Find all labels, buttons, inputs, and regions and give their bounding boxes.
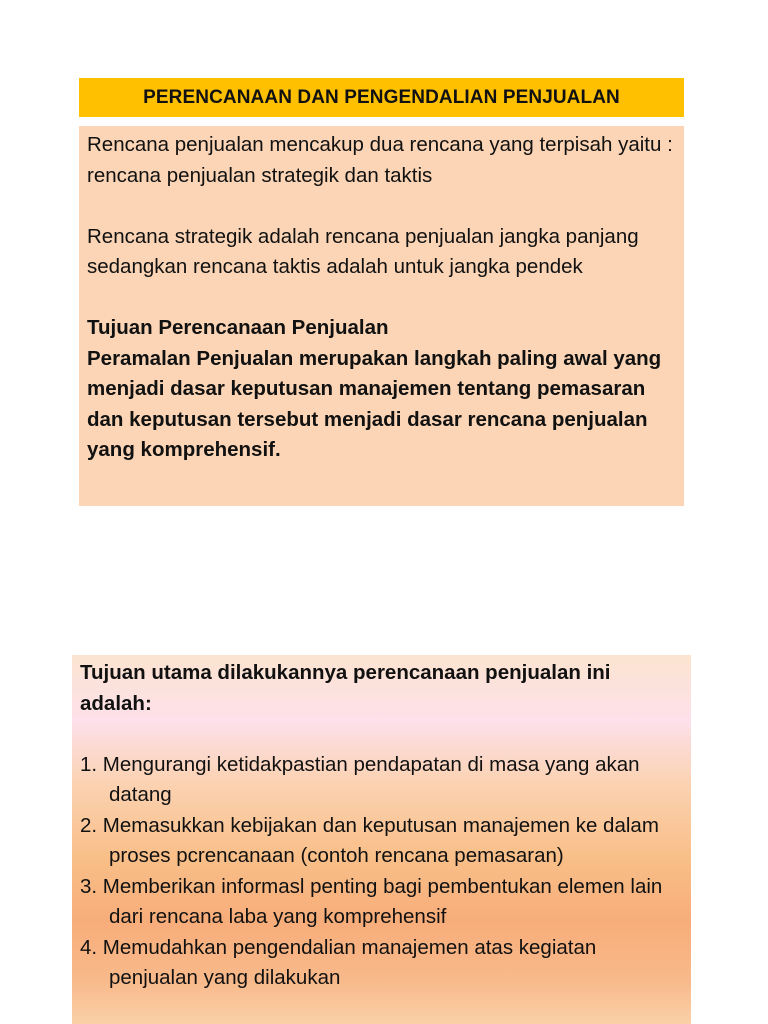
intro-paragraph-2: Rencana strategik adalah rencana penjualan jangka panjang sedangkan rencana taktis adalah untuk jangka pendek (87, 224, 639, 278)
spacer (87, 191, 676, 222)
objectives-box (72, 655, 691, 1024)
forecast-paragraph: Peramalan Penjualan merupakan langkah paling awal yang menjadi dasar keputusan manajemen tentang pemasaran dan keputusan tersebut menjadi dasar rencana penjualan yang komprehensif. (87, 346, 662, 461)
title-banner (79, 78, 684, 117)
spacer (80, 719, 683, 750)
objectives-heading: Tujuan utama dilakukannya perencanaan penjualan ini adalah: (80, 661, 611, 715)
objectives-list (80, 750, 683, 994)
list-item: 3. Memberikan informasl penting bagi pembentukan elemen lain dari rencana laba yang komprehensif (80, 874, 663, 928)
intro-text-box (79, 126, 684, 506)
list-item: 1. Mengurangi ketidakpastian pendapatan di masa yang akan datang (80, 752, 640, 806)
list-item: 4. Memudahkan pengendalian manajemen atas kegiatan penjualan yang dilakukan (80, 935, 597, 989)
page-title: PERENCANAAN DAN PENGENDALIAN PENJUALAN (143, 86, 620, 108)
intro-paragraph-1: Rencana penjualan mencakup dua rencana yang terpisah yaitu : rencana penjualan strategik dan taktis (87, 133, 673, 187)
spacer (87, 283, 676, 314)
list-item: 2. Memasukkan kebijakan dan keputusan manajemen ke dalam proses pcrencanaan (contoh rencana pemasaran) (80, 813, 659, 867)
section-subheading: Tujuan Perencanaan Penjualan (87, 316, 389, 339)
